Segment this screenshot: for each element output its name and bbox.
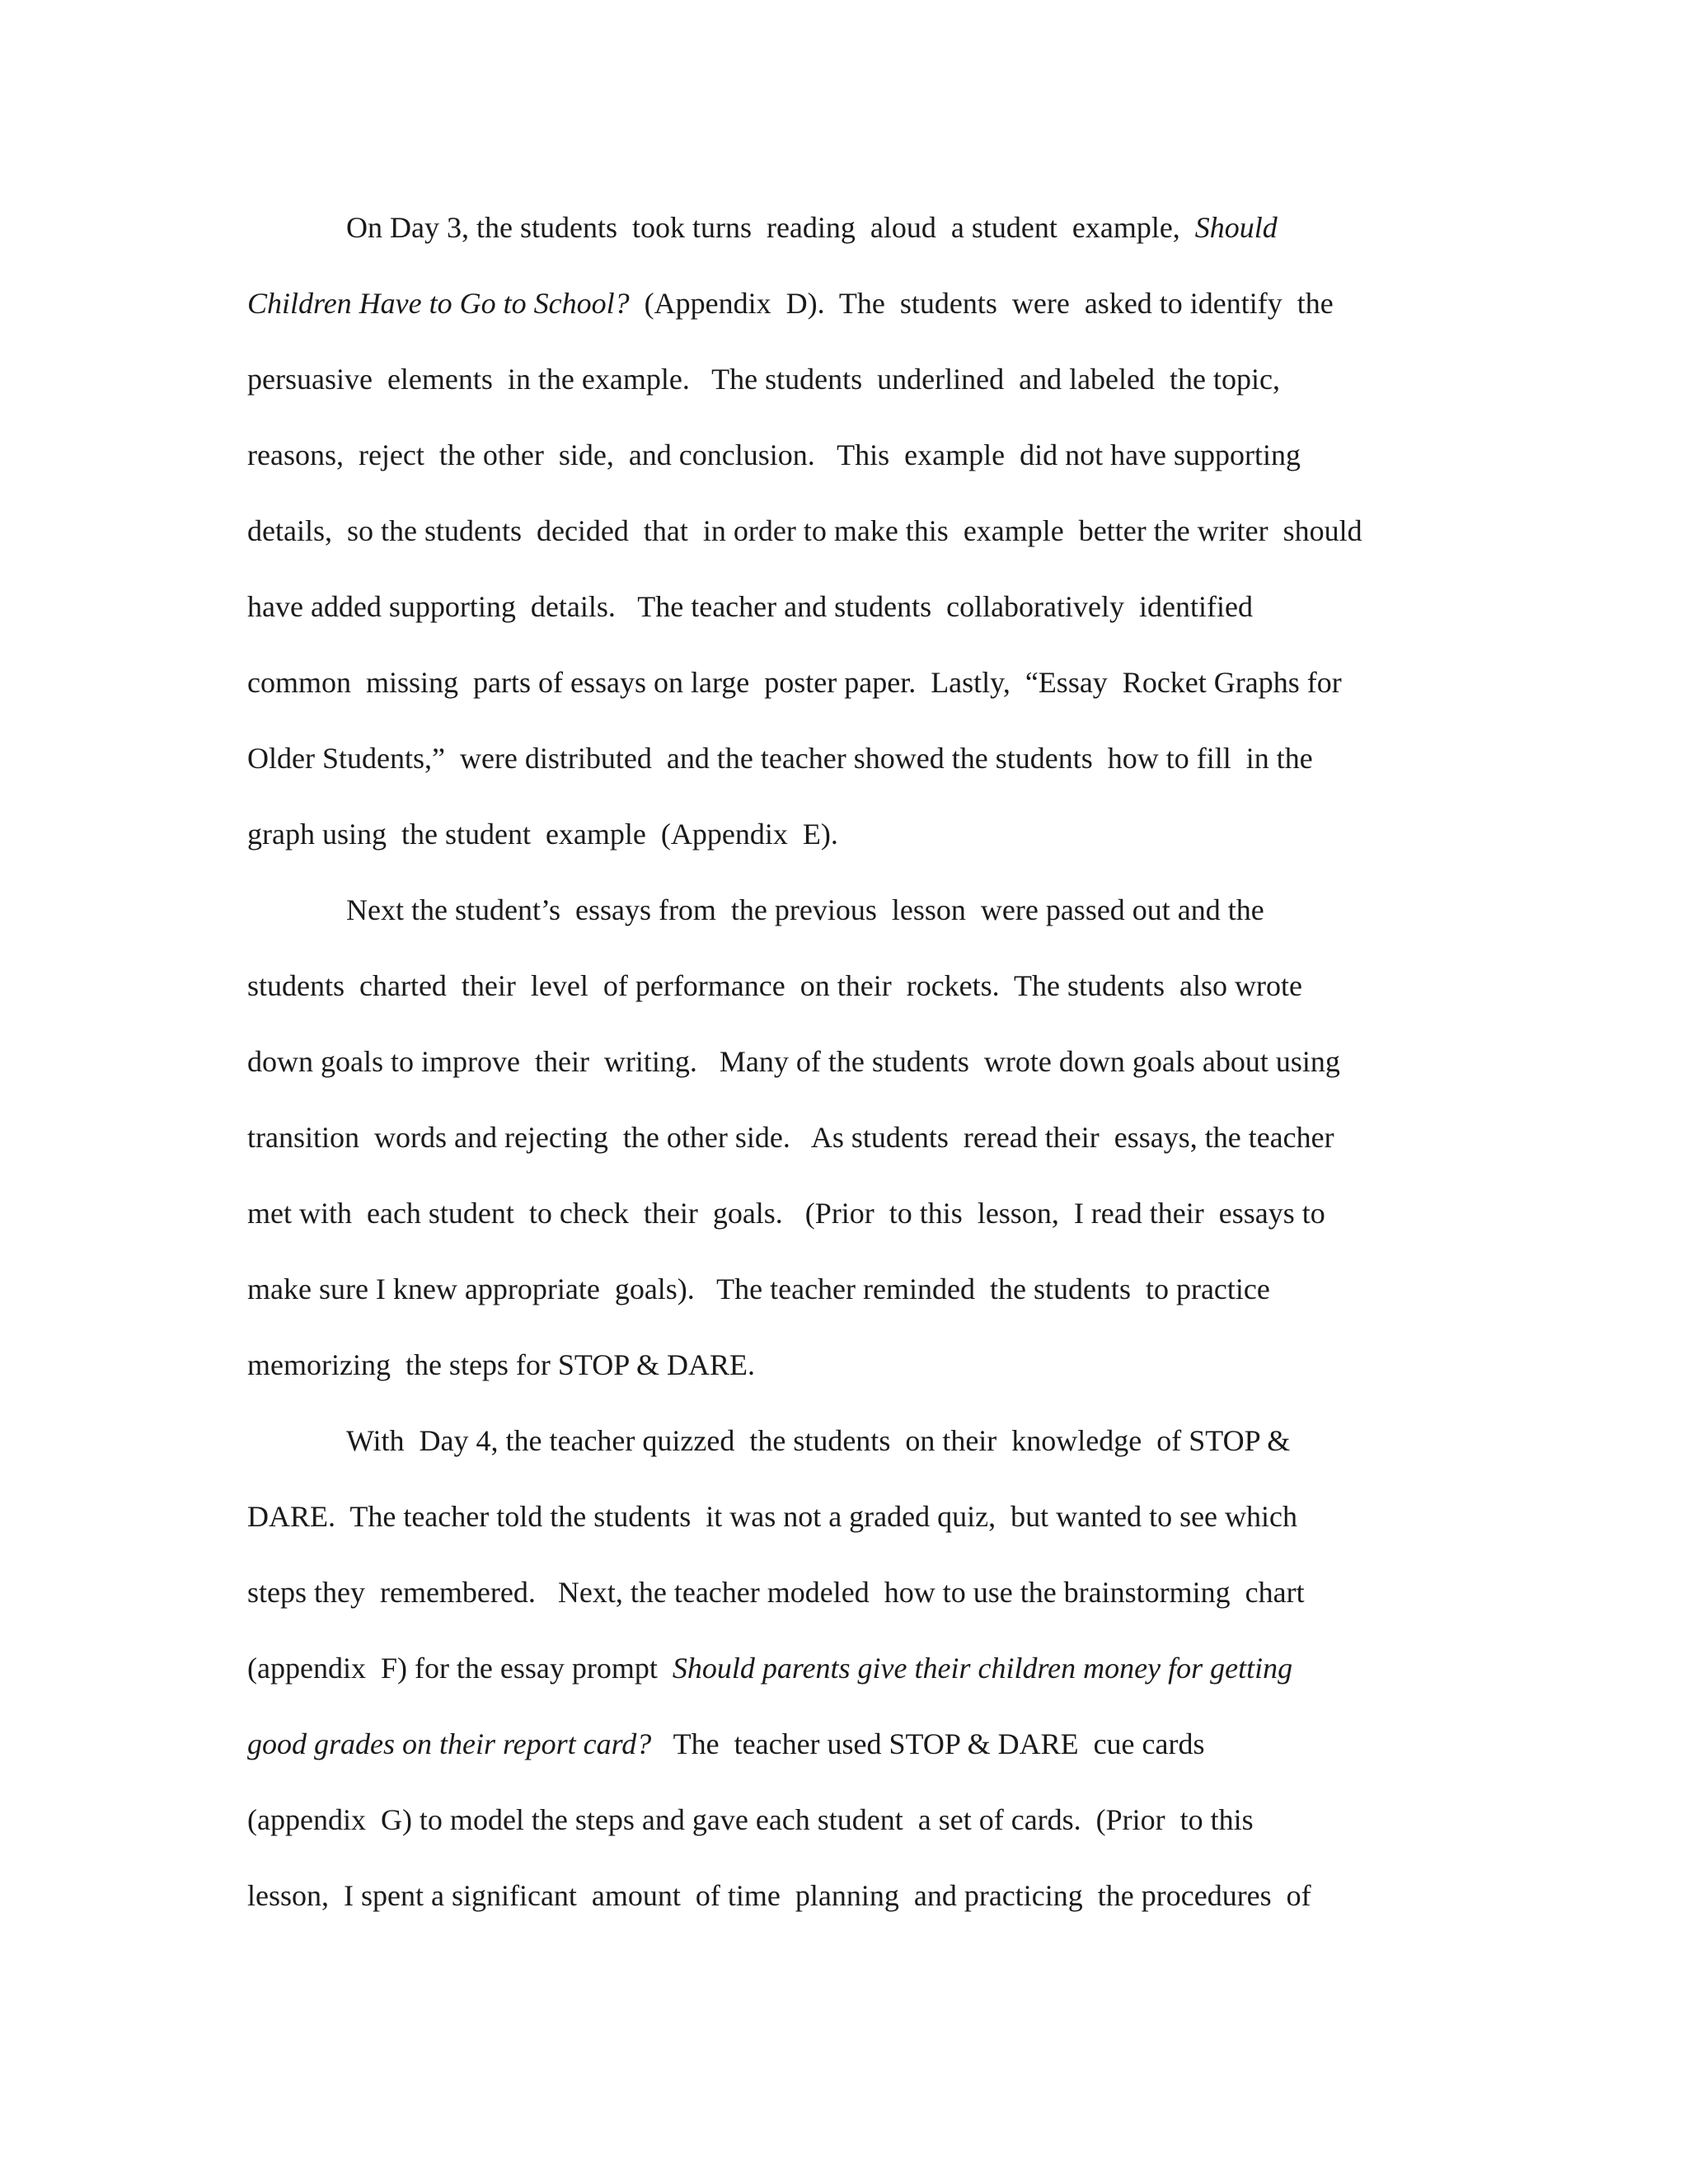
text-run: (appendix G) to model the steps and gave each student a set of cards. (Prior to this [247,1803,1254,1836]
text-line [247,1403,1434,1479]
italic-text: good grades on their report card? [247,1727,652,1760]
text-line [247,872,1434,948]
paragraph [247,1403,1434,1933]
text-line [247,796,1434,872]
text-line [247,569,1434,644]
text-run: transition words and rejecting the other side. As students reread their essays, the teacher [247,1121,1334,1154]
text-line [247,1099,1434,1175]
text-line [247,190,1434,265]
text-line [247,341,1434,417]
text-line [247,417,1434,493]
text-run: down goals to improve their writing. Many of the students wrote down goals about using [247,1045,1340,1078]
text-line [247,1024,1434,1099]
text-line [247,644,1434,720]
text-run: details, so the students decided that in order to make this example better the writer should [247,514,1362,547]
text-line [247,1327,1434,1403]
body-text [247,190,1434,1933]
text-run: With Day 4, the teacher quizzed the students on their knowledge of STOP & [346,1424,1291,1457]
text-line [247,1782,1434,1858]
text-line [247,948,1434,1024]
text-run: met with each student to check their goals. (Prior to this lesson, I read their essays to [247,1197,1325,1230]
text-run: graph using the student example (Appendix E). [247,818,838,851]
text-run: have added supporting details. The teacher and students collaboratively identified [247,590,1253,623]
text-line [247,493,1434,569]
text-line [247,1554,1434,1630]
text-run: make sure I knew appropriate goals). The teacher reminded the students to practice [247,1272,1270,1305]
text-run: students charted their level of performance on their rockets. The students also wrote [247,969,1302,1002]
text-run: On Day 3, the students took turns reading aloud a student example, [346,211,1195,244]
text-run: (Appendix D). The students were asked to identify the [629,287,1334,320]
text-run: DARE. The teacher told the students it was not a graded quiz, but wanted to see which [247,1500,1298,1533]
text-run: common missing parts of essays on large poster paper. Lastly, “Essay Rocket Graphs for [247,666,1342,699]
text-run: memorizing the steps for STOP & DARE. [247,1348,755,1381]
text-run: Next the student’s essays from the previous lesson were passed out and the [346,893,1264,926]
italic-text: Children Have to Go to School? [247,287,630,320]
text-line [247,1630,1434,1706]
text-run: reasons, reject the other side, and conclusion. This example did not have supporting [247,438,1301,471]
italic-text: Should parents give their children money for getting [672,1652,1293,1685]
text-line [247,1858,1434,1933]
text-line [247,1479,1434,1554]
text-line [247,1251,1434,1327]
text-line [247,1706,1434,1782]
paragraph [247,872,1434,1403]
paragraph [247,190,1434,872]
text-run: lesson, I spent a significant amount of time planning and practicing the procedures of [247,1879,1311,1912]
text-line [247,1175,1434,1251]
text-run: steps they remembered. Next, the teacher modeled how to use the brainstorming chart [247,1576,1305,1609]
text-run: persuasive elements in the example. The students underlined and labeled the topic, [247,363,1280,396]
text-run: Older Students,” were distributed and the teacher showed the students how to fill in the [247,742,1313,775]
text-run: The teacher used STOP & DARE cue cards [651,1727,1205,1760]
text-line [247,265,1434,341]
italic-text: Should [1194,211,1278,244]
text-line [247,720,1434,796]
text-run: (appendix F) for the essay prompt [247,1652,673,1685]
